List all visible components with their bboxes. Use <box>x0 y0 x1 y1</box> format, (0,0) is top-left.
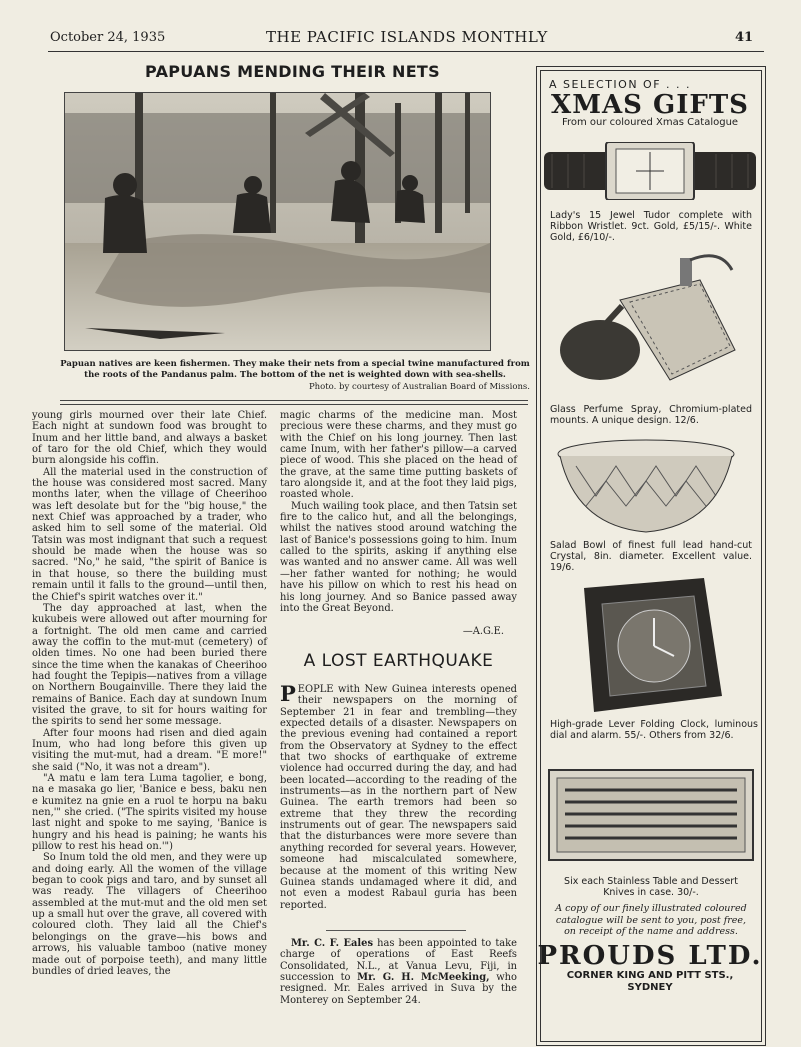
advert-item-clock: High-grade Lever Folding Clock, luminous dial and alarm. 55/-. Others from 32/6. <box>550 719 758 741</box>
page-number: 41 <box>735 30 754 45</box>
story-paragraph: young girls mourned over their late Chief. Each night at sundown food was brought to Inum and her little band, and always a basket of taro for the old Chief, which they would burn alongside his coffin. <box>32 410 267 467</box>
short-rule <box>326 930 466 931</box>
story-column-2 <box>280 410 517 614</box>
catalogue-note: A copy of our finely illustrated coloured catalogue will be sent to you, post free, on receipt of the name and address. <box>555 903 747 937</box>
quake-paragraph: EOPLE with New Guinea interests opened their newspapers on the morning of September 21 in fear and trembling—they expected details of a disaster. Newspapers on the previous evening had contained a report from the Observatory at Sydney to the effect that two shocks of earthquake of extreme violence had occurred during the day, and had been located—according to the reading of the instruments—as in the northern part of New Guinea. The earth tremors had been so extreme that they threw the recording instruments out of gear. The newspapers said that the disturbances were more severe than anything recorded for several years. However, someone had miscalculated somewhere, because at the moment of this writing New Guinea stands undamaged where it did, and not even a modest Rabaul guria has been reported. <box>280 684 517 911</box>
advert-headline: XMAS GIFTS <box>551 90 749 120</box>
quake-article-title: A LOST EARTHQUAKE <box>303 651 494 671</box>
story-paragraph: Much wailing took place, and then Tatsin set fire to the calico hut, and all the belongings, whilst the natives stood around watching the last of Banice's possessions going to him. Inum called to the spirits, asking if anything else was wanted and no answer came. All was well—her father wanted for nothing; he would have his pillow on which to rest his head on his long journey. And so Banice passed away into the Great Beyond. <box>280 500 517 614</box>
company-name: PROUDS LTD. <box>537 941 763 971</box>
company-address <box>536 970 764 994</box>
nets-article-title: PAPUANS MENDING THEIR NETS <box>145 62 440 81</box>
section-divider <box>60 400 528 405</box>
mcmeeking-name: Mr. G. H. McMeeking, <box>357 972 490 984</box>
photo-credit: Photo. by courtesy of Australian Board of Missions. <box>308 382 530 392</box>
photo-caption: Papuan natives are keen fishermen. They make their nets from a special twine manufactured from the roots of the Pandanus palm. The bottom of the net is weighted down with sea-shells. <box>60 359 530 380</box>
perfume-spray-icon <box>560 240 745 404</box>
story-paragraph: magic charms of the medicine man. Most precious were these charms, and they must go with the Chief on his long journey. Then last came Inum, with her father's pillow—a carved piece of wood. This she placed on the head of the grave, at the same time putting baskets of taro alongside it, and at the foot they laid pigs, roasted whole. <box>280 410 517 501</box>
eales-text-1: has been appointed to take charge of operations of East Reefs Consolidated, N.L., at Vanua Levu, Fiji, in succession to <box>280 938 518 984</box>
eales-text-2: who resigned. Mr. Eales arrived in Suva by the Monterey on September 24. <box>280 972 517 1006</box>
advert-item-watch: Lady's 15 Jewel Tudor complete with Ribbon Wristlet. 9ct. Gold, £5/15/-. White Gold, £6/10/-. <box>550 210 752 243</box>
salad-bowl-icon <box>556 436 736 540</box>
advert-item-knives: Six each Stainless Table and Dessert Knives in case. 30/-. <box>564 876 738 898</box>
story-paragraph: "A matu e lam tera Luma tagolier, e bong, na e masaka go lier, 'Banice e bess, baku nen e kumitez na gnie en a ruol te horpu na baku nen,'" she cried. ("The spirits visited my house last night and spoke to me saying, 'Banice is hungry and his head is paining; he wants his pillow to rest his head on.'") <box>32 773 267 853</box>
address-line-1: CORNER KING AND PITT STS., <box>566 970 734 981</box>
header-rule <box>48 51 764 52</box>
quake-article-body <box>280 681 517 911</box>
story-paragraph: After four moons had risen and died again Inum, who had long before this given up visiting the mut-mut, had a dream. "E more!" she said ("No, it was not a dream"). <box>32 727 267 773</box>
eales-note <box>280 938 517 1006</box>
advert-subhead: From our coloured Xmas Catalogue <box>561 117 739 128</box>
story-column-1 <box>32 410 267 977</box>
story-paragraph: All the material used in the construction of the house was considered most sacred. Many months later, when the village of Cheerihoo was left desolate but for the "big house," the next Chief was approached by a trader, who asked him to sell some of the material. Old Tatsin was most indignant that such a request should be made when the house was so sacred. "No," he said, "the spirit of Banice is in that house, so there the building must remain until it falls to the ground—until then, the Chief's spirit watches over it." <box>32 466 267 603</box>
photo-illustration <box>65 93 490 350</box>
knife-case-icon <box>547 768 755 866</box>
wristwatch-icon <box>544 142 756 204</box>
story-paragraph: The day approached at last, when the kukubeis were allowed out after mourning for a fortnight. The old men came and carried away the coffin to the mut-mut (cemetery) of olden times. No one had been buried there since the time when the kanakas of Cheerihoo had fought the Tepipis—natives from a village on Northern Bougainville. There they laid the remains of Banice. Each day at sundown Inum visited the grave, to sit for hours waiting for the spirits to send her some message. <box>32 602 267 728</box>
papuans-photo <box>64 92 491 351</box>
address-line-2: SYDNEY <box>627 982 673 993</box>
issue-date: October 24, 1935 <box>50 30 166 45</box>
folding-clock-icon <box>574 578 724 718</box>
advert-item-perfume: Glass Perfume Spray, Chromium-plated mounts. A unique design. 12/6. <box>550 404 752 426</box>
publication-title: THE PACIFIC ISLANDS MONTHLY <box>266 28 548 46</box>
story-signature: —A.G.E. <box>462 626 504 637</box>
advert-item-bowl: Salad Bowl of finest full lead hand-cut Crystal, 8in. diameter. Excellent value. 19/6. <box>550 540 752 573</box>
advert-kicker: A SELECTION OF . . . <box>549 78 692 91</box>
eales-name: Mr. C. F. Eales <box>291 938 374 949</box>
story-paragraph: So Inum told the old men, and they were up and doing early. All the women of the village began to cook pigs and taro, and by sunset all was ready. The villagers of Cheerihoo assembled at the mut-mut and the old men set up a small hut over the grave, all covered with coloured cloth. They laid all the Chief's belongings on the grave—his bows and arrows, his valuable tamboo (native money made out of porpoise teeth), and many little bundles of dried leaves, the <box>32 852 267 977</box>
drop-cap: P <box>280 681 296 706</box>
